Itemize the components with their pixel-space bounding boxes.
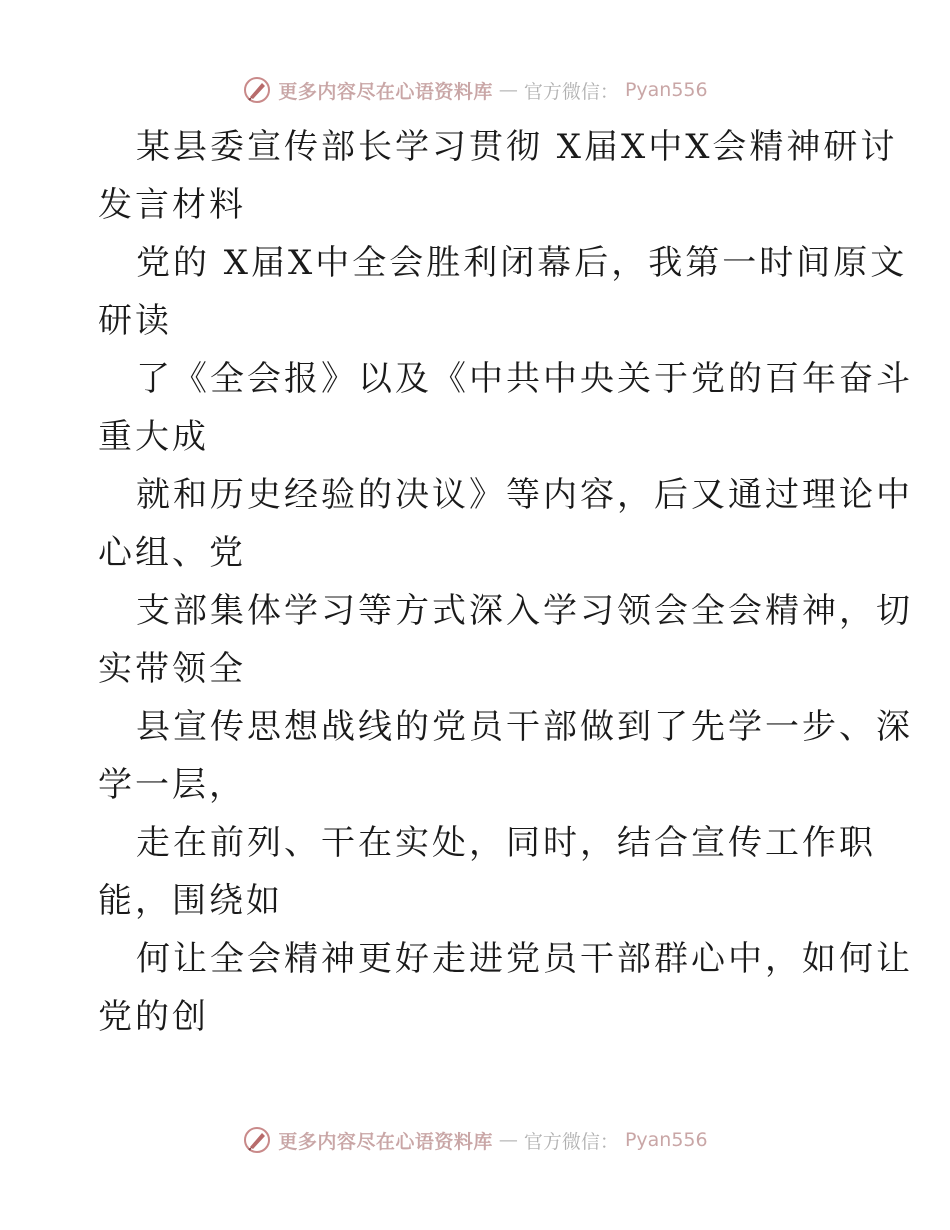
document-line: 实带领全 (98, 649, 246, 689)
watermark-dash: — (498, 1129, 518, 1151)
document-line: 学一层， (98, 765, 246, 805)
watermark-wechat-id: Pyan556 (624, 79, 708, 101)
document-line: 党的 X届X中全会胜利闭幕后，我第一时间原文 (136, 243, 908, 283)
document-line: 发言材料 (98, 185, 246, 225)
document-line: 研读 (98, 301, 172, 341)
document-line: 县宣传思想战线的党员干部做到了先学一步、深 (136, 707, 913, 747)
document-line: 能，围绕如 (98, 881, 283, 921)
document-line: 走在前列、干在实处，同时，结合宣传工作职 (136, 823, 876, 863)
watermark-official-label: 官方微信： (523, 1130, 619, 1153)
watermark-brand: 更多内容尽在心语资料库 (278, 80, 493, 103)
watermark-official-label: 官方微信： (523, 80, 619, 103)
document-line: 心组、党 (98, 533, 246, 573)
document-line: 了《全会报》以及《中共中央关于党的百年奋斗 (136, 359, 913, 399)
watermark-wechat-id: Pyan556 (624, 1129, 708, 1151)
document-line: 重大成 (98, 417, 209, 457)
document-line: 某县委宣传部长学习贯彻 X届X中X会精神研讨 (136, 127, 898, 167)
watermark-brand: 更多内容尽在心语资料库 (278, 1130, 493, 1153)
document-line: 何让全会精神更好走进党员干部群心中，如何让 (136, 939, 913, 979)
document-body (98, 118, 913, 1046)
document-line: 支部集体学习等方式深入学习领会全会精神，切 (136, 591, 913, 631)
quill-logo-icon (242, 75, 272, 105)
document-line: 就和历史经验的决议》等内容，后又通过理论中 (136, 475, 913, 515)
footer-watermark (0, 1120, 950, 1160)
quill-logo-icon (242, 1125, 272, 1155)
document-line: 党的创 (98, 997, 209, 1037)
header-watermark (0, 70, 950, 110)
watermark-dash: — (498, 79, 518, 101)
